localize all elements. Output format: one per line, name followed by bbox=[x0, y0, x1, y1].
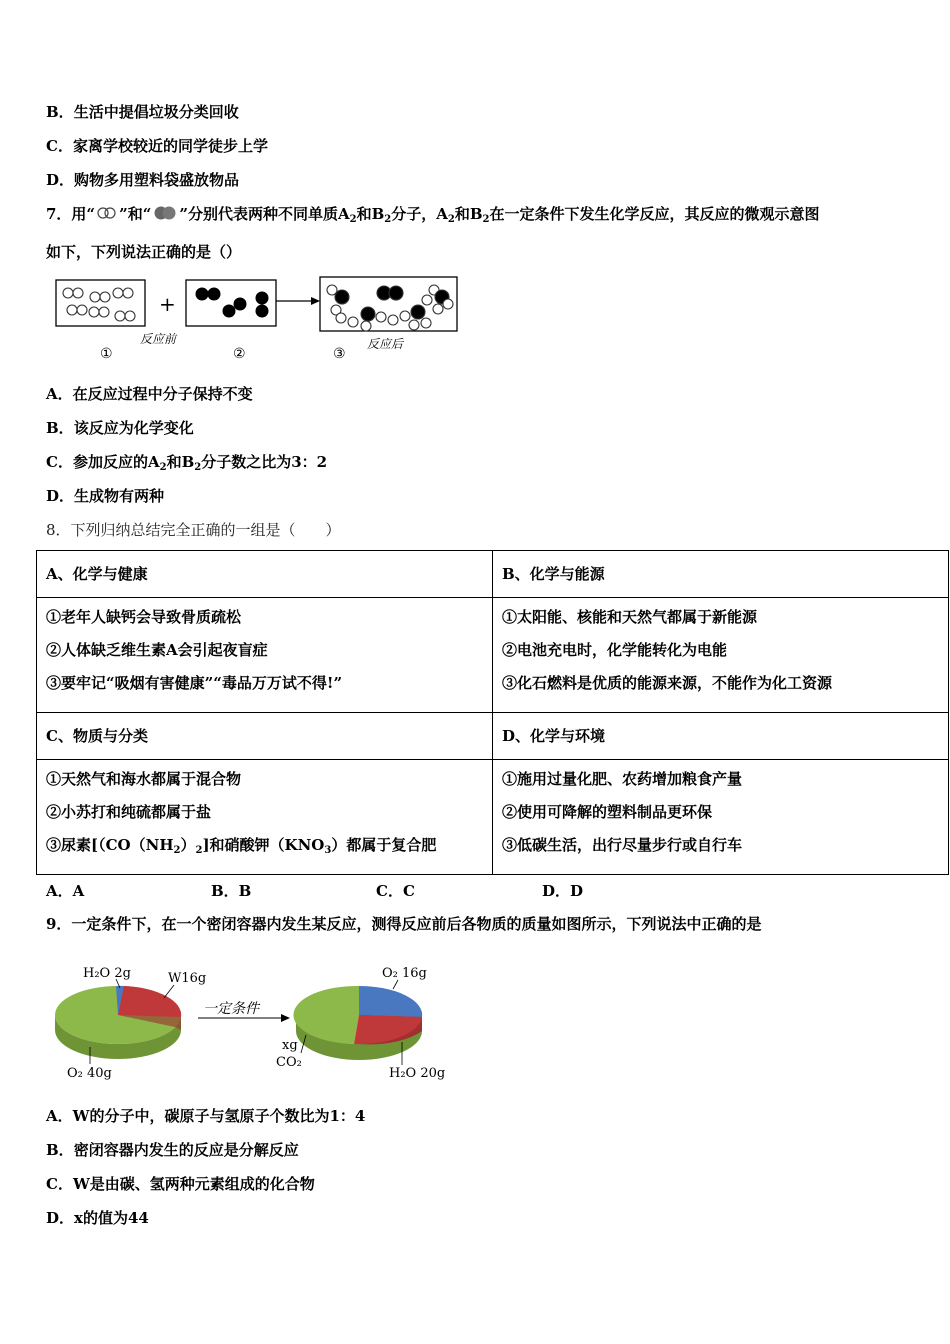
arrow-condition-label: 一定条件 bbox=[203, 1001, 259, 1017]
cell-a-items bbox=[37, 598, 493, 713]
before-label: 反应前 bbox=[140, 332, 177, 346]
after-x-label: xg bbox=[282, 1038, 298, 1053]
q8-answer-d: D．D bbox=[542, 882, 584, 900]
q6-option-c: C．家离学校较近的同学徒步上学 bbox=[46, 137, 268, 155]
box3-number: ③ bbox=[333, 346, 346, 362]
q8-answer-c: C．C bbox=[376, 882, 415, 900]
c-item-2: ②小苏打和纯硫都属于盐 bbox=[46, 803, 212, 821]
before-box-a2 bbox=[56, 280, 145, 326]
before-red-slice bbox=[118, 986, 181, 1017]
q9-option-b: B．密闭容器内发生的反应是分解反应 bbox=[46, 1141, 299, 1159]
q6-option-b: B．生活中提倡垃圾分类回收 bbox=[46, 103, 239, 121]
q7-option-b: B．该反应为化学变化 bbox=[46, 419, 194, 437]
a-item-1: ①老年人缺钙会导致骨质疏松 bbox=[46, 608, 242, 626]
q9-option-a: A．W的分子中，碳原子与氢原子个数比为1：4 bbox=[46, 1107, 366, 1125]
q9-stem: 9．一定条件下，在一个密闭容器内发生某反应，测得反应前后各物质的质量如图所示，下列说法中正确的是 bbox=[46, 915, 762, 933]
cell-a-title: A、化学与健康 bbox=[37, 551, 493, 598]
b-item-2: ②电池充电时，化学能转化为电能 bbox=[502, 641, 728, 659]
cell-c-title: C、物质与分类 bbox=[37, 713, 493, 760]
q6-option-d: D．购物多用塑料袋盛放物品 bbox=[46, 171, 240, 189]
q8-stem: 8．下列归纳总结完全正确的一组是（ ） bbox=[46, 521, 341, 539]
a-item-3: ③要牢记“吸烟有害健康”“毒品万万试不得!” bbox=[46, 674, 343, 692]
cell-d-title: D、化学与环境 bbox=[493, 713, 949, 760]
a2-molecule-icon bbox=[95, 206, 119, 220]
b2-molecule-icon bbox=[151, 205, 179, 221]
d-item-1: ①施用过量化肥、农药增加粮食产量 bbox=[502, 770, 743, 788]
q8-table bbox=[36, 550, 949, 875]
b-item-1: ①太阳能、核能和天然气都属于新能源 bbox=[502, 608, 758, 626]
q9-option-d: D．x的值为44 bbox=[46, 1209, 149, 1227]
a-item-2: ②人体缺乏维生素A会引起夜盲症 bbox=[46, 641, 268, 659]
cell-d-items bbox=[493, 760, 949, 875]
q7-option-d: D．生成物有两种 bbox=[46, 487, 165, 505]
after-label: 反应后 bbox=[367, 337, 404, 351]
after-o2-label: O₂ 16g bbox=[382, 966, 427, 981]
after-h2o-label: H₂O 20g bbox=[389, 1066, 446, 1081]
box2-number: ② bbox=[233, 346, 246, 362]
c-item-1: ①天然气和海水都属于混合物 bbox=[46, 770, 242, 788]
q8-answer-a: A．A bbox=[46, 882, 85, 900]
cell-b-items bbox=[493, 598, 949, 713]
q7-stem-line2: 如下，下列说法正确的是（） bbox=[46, 243, 242, 261]
cell-c-items bbox=[37, 760, 493, 875]
c-item-3: ③尿素[$(CO(NH_2)_2]$和硝酸钾$(KNO_3)$都属于复合肥 bbox=[46, 836, 437, 856]
q9-pie-charts bbox=[50, 955, 470, 1090]
q7-option-c: C．参加反应的$A_2$和$B_2$分子数之比为3：2 bbox=[46, 453, 328, 473]
before-o2-label: O₂ 40g bbox=[67, 1066, 112, 1081]
q8-answer-b: B．B bbox=[211, 882, 252, 900]
q9-option-c: C．W是由碳、氢两种元素组成的化合物 bbox=[46, 1175, 315, 1193]
d-item-3: ③低碳生活，出行尽量步行或自行车 bbox=[502, 836, 743, 854]
cell-b-title: B、化学与能源 bbox=[493, 551, 949, 598]
box1-number: ① bbox=[100, 346, 113, 362]
q7-reaction-diagram bbox=[50, 274, 470, 366]
plus-sign: + bbox=[159, 292, 176, 316]
before-h2o-label: H₂O 2g bbox=[83, 966, 131, 981]
after-blue-slice bbox=[359, 986, 422, 1017]
d-item-2: ②使用可降解的塑料制品更环保 bbox=[502, 803, 713, 821]
q7-stem-line1: 7．用“ ”和“ ”分别代表两种不同单质$A_2$和$B_2$分子，$A_2$和$B_2$在一定条件下发生化学反应，其反应的微观示意图 bbox=[46, 205, 820, 225]
q7-option-a: A．在反应过程中分子保持不变 bbox=[46, 385, 253, 403]
b-item-3: ③化石燃料是优质的能源来源，不能作为化工资源 bbox=[502, 674, 833, 692]
before-w-label: W16g bbox=[168, 971, 207, 986]
after-co2-label: CO₂ bbox=[276, 1055, 302, 1070]
